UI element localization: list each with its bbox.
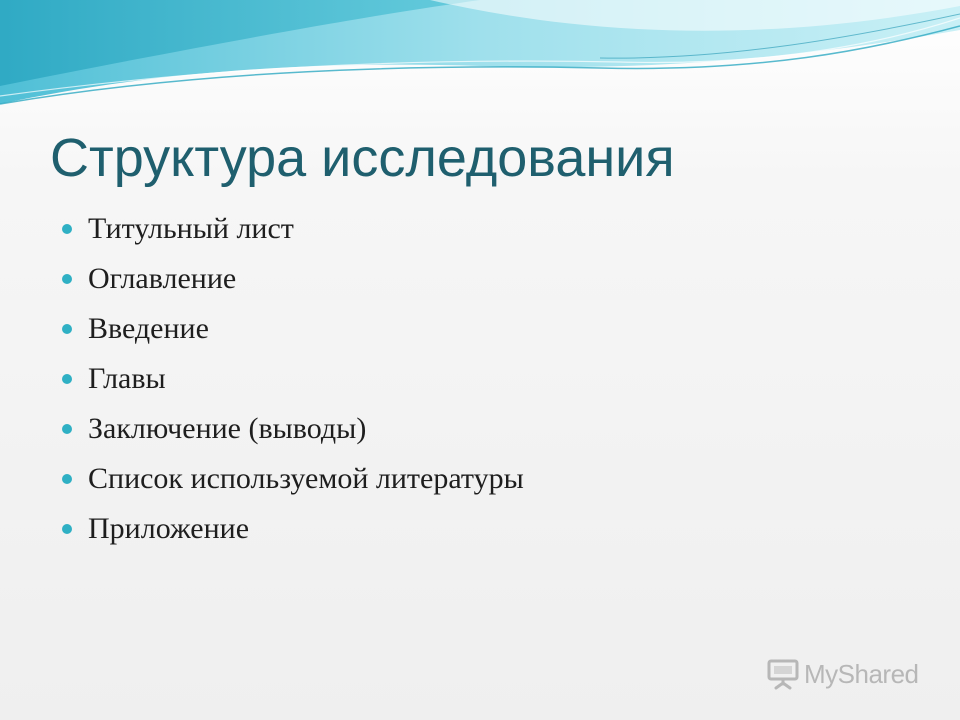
list-item-text: Список используемой литературы [88, 462, 524, 495]
list-item [62, 257, 524, 307]
list-item [62, 307, 524, 357]
bullet-dot-icon [62, 524, 72, 534]
bullet-dot-icon [62, 274, 72, 284]
list-item-text: Заключение (выводы) [88, 412, 367, 445]
bullet-list [62, 207, 524, 557]
bullet-dot-icon [62, 474, 72, 484]
list-item-text: Введение [88, 312, 209, 345]
slide-title: Структура исследования [50, 128, 675, 188]
list-item-text: Приложение [88, 512, 250, 545]
list-item [62, 507, 524, 557]
watermark [766, 656, 919, 692]
list-item [62, 407, 524, 457]
watermark-text: MyShared [804, 658, 919, 689]
bullet-dot-icon [62, 374, 72, 384]
list-item [62, 207, 524, 257]
wave-header-decoration [0, 0, 960, 120]
list-item-text: Главы [88, 362, 166, 395]
list-item-text: Оглавление [88, 262, 237, 295]
list-item [62, 357, 524, 407]
presentation-screen-icon [766, 657, 800, 691]
bullet-dot-icon [62, 224, 72, 234]
list-item [62, 457, 524, 507]
list-item-text: Титульный лист [88, 212, 294, 245]
bullet-dot-icon [62, 324, 72, 334]
bullet-dot-icon [62, 424, 72, 434]
